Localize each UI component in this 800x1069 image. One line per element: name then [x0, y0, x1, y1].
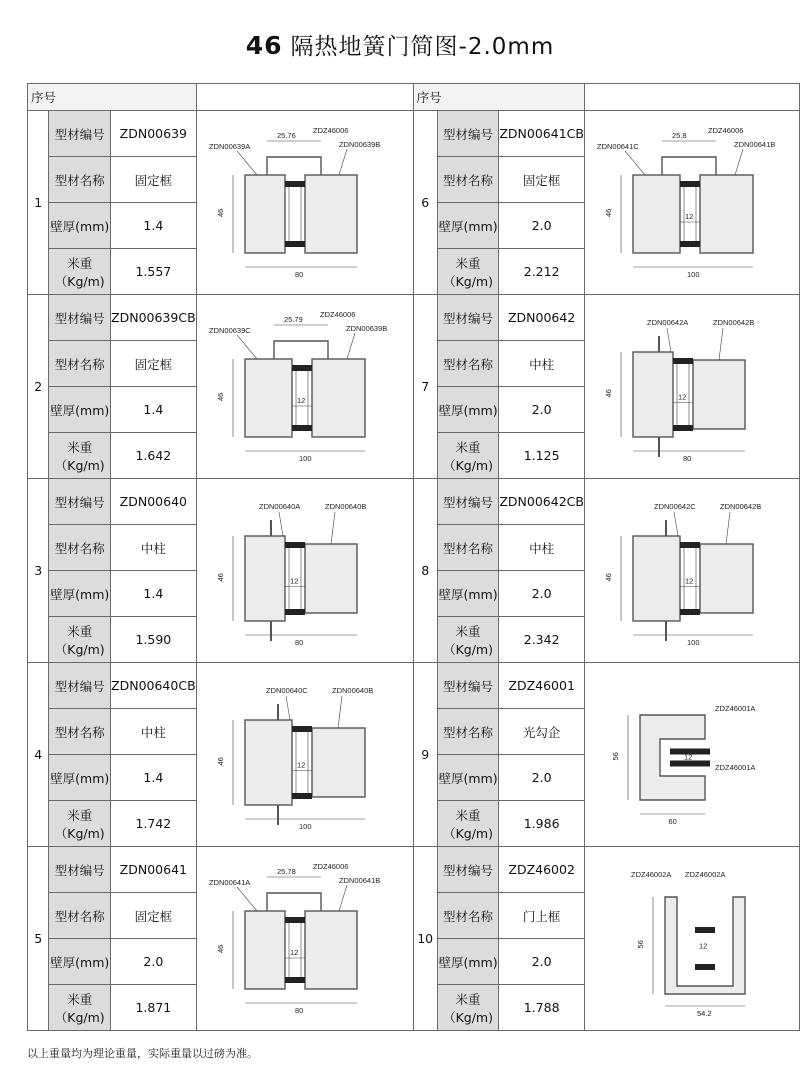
thermal-strip-top: [680, 542, 700, 548]
field-value-weight: 2.212: [499, 249, 585, 295]
field-label: 米重（Kg/m): [49, 249, 111, 295]
dimension-label: 60: [668, 816, 677, 826]
item-number: 2: [28, 295, 49, 479]
field-value-thickness: 2.0: [499, 939, 585, 985]
field-label: 型材名称: [49, 709, 111, 755]
field-label: 型材编号: [49, 847, 111, 893]
dimension-label: 25.76: [276, 130, 296, 140]
field-value-thickness: 2.0: [111, 939, 197, 985]
thermal-strip-bottom: [285, 241, 305, 247]
dimension-label: 100: [298, 453, 312, 463]
part-tag: ZDN00642B: [719, 501, 762, 511]
part-tag: ZDN00641B: [733, 139, 776, 149]
field-value-name: 光勾企: [499, 709, 585, 755]
table-row: [28, 479, 800, 525]
profile-left-chamber: [245, 175, 285, 253]
dimension-label: 54.2: [696, 1008, 712, 1018]
leader-line: [719, 328, 723, 360]
dimension-label: 12: [683, 752, 693, 761]
dimension-label: 12: [289, 576, 298, 585]
part-tag: ZDZ46001A: [714, 703, 756, 713]
field-value-code: ZDZ46001: [499, 663, 585, 709]
dimension-label: 46: [215, 756, 225, 765]
field-label: 米重（Kg/m): [437, 985, 499, 1031]
dimension-label: 46: [215, 392, 225, 401]
leader-line: [286, 696, 290, 720]
dimension-label: 100: [686, 637, 700, 647]
dimension-label: 80: [294, 637, 303, 647]
thermal-strip-top: [292, 726, 312, 732]
thermal-strip-bottom: [673, 425, 693, 431]
leader-line: [237, 887, 257, 911]
leader-line: [347, 333, 355, 359]
part-tag: ZDZ46006: [312, 125, 349, 135]
profile-left-chamber: [245, 720, 292, 805]
field-label: 壁厚(mm): [437, 939, 499, 985]
field-label: 壁厚(mm): [49, 755, 111, 801]
glazing-bead: [274, 341, 328, 359]
field-value-weight: 1.590: [111, 617, 197, 663]
field-value-name: 中柱: [111, 525, 197, 571]
profile-left-chamber: [245, 536, 285, 621]
dimension-label: 25.79: [283, 314, 303, 324]
leader-line: [339, 149, 347, 175]
glazing-bead: [662, 157, 716, 175]
thermal-strip-top: [673, 358, 693, 364]
dimension-label: 25.8: [671, 130, 687, 140]
thermal-strip-bottom: [292, 793, 312, 799]
field-label: 型材名称: [49, 341, 111, 387]
dimension-label: 56: [610, 751, 620, 760]
field-value-weight: 1.788: [499, 985, 585, 1031]
thermal-strip-bottom: [695, 964, 715, 970]
profile-left-chamber: [245, 911, 285, 989]
part-tag: ZDN00639B: [338, 139, 380, 149]
dimension-label: 56: [635, 939, 645, 948]
profile-drawing: [585, 113, 799, 293]
field-label: 米重（Kg/m): [437, 249, 499, 295]
profile-drawing-cell: [196, 479, 413, 663]
profile-drawing-cell: [584, 663, 799, 847]
field-value-thickness: 1.4: [111, 387, 197, 433]
dimension-label: 12: [677, 392, 687, 401]
item-number: 1: [28, 111, 49, 295]
item-number: 10: [413, 847, 437, 1031]
thermal-strip-top: [680, 181, 700, 187]
field-value-thickness: 2.0: [499, 387, 585, 433]
item-number: 6: [413, 111, 437, 295]
dimension-label: 100: [686, 269, 700, 279]
field-label: 米重（Kg/m): [49, 433, 111, 479]
profile-drawing-cell: [196, 111, 413, 295]
part-tag: ZDN00642A: [646, 317, 689, 327]
part-tag: ZDN00642C: [653, 501, 696, 511]
dimension-label: 12: [684, 576, 694, 585]
table-header-row: [28, 84, 800, 111]
part-tag: ZDN00640A: [258, 501, 300, 511]
page-title: [0, 28, 800, 61]
field-value-code: ZDN00640CB: [111, 663, 197, 709]
profile-right-chamber: [305, 544, 357, 613]
field-label: 米重（Kg/m): [49, 801, 111, 847]
dimension-label: 12: [289, 947, 298, 957]
field-value-name: 固定框: [499, 157, 585, 203]
field-label: 米重（Kg/m): [49, 617, 111, 663]
field-label: 壁厚(mm): [49, 571, 111, 617]
profile-drawing: [197, 481, 413, 661]
field-label: 壁厚(mm): [49, 939, 111, 985]
dimension-label: 46: [603, 388, 613, 397]
field-value-weight: 1.557: [111, 249, 197, 295]
field-label: 米重（Kg/m): [49, 985, 111, 1031]
field-label: 米重（Kg/m): [437, 617, 499, 663]
thermal-strip-bottom: [680, 241, 700, 247]
profile-right-chamber: [305, 911, 357, 989]
profile-drawing-cell: [584, 295, 799, 479]
glazing-bead: [267, 893, 321, 911]
field-value-code: ZDN00639: [111, 111, 197, 157]
profile-drawing-cell: [584, 111, 799, 295]
field-label: 型材编号: [49, 479, 111, 525]
field-label: 壁厚(mm): [437, 203, 499, 249]
table-row: [28, 663, 800, 709]
field-label: 型材名称: [437, 341, 499, 387]
field-value-code: ZDN00642CB: [499, 479, 585, 525]
dimension-label: 12: [296, 760, 305, 769]
field-value-code: ZDN00642: [499, 295, 585, 341]
item-number: 8: [413, 479, 437, 663]
thermal-strip-bottom: [292, 425, 312, 431]
leader-line: [625, 151, 645, 175]
header-blank-right: [584, 84, 799, 111]
field-label: 壁厚(mm): [437, 571, 499, 617]
part-tag: ZDN00641C: [596, 141, 639, 151]
profile-right-chamber: [312, 359, 365, 437]
field-value-code: ZDN00639CB: [111, 295, 197, 341]
field-label: 壁厚(mm): [437, 755, 499, 801]
title-text: 隔热地簧门简图-2.0mm: [290, 34, 555, 60]
profile-drawing: [585, 297, 799, 477]
field-value-weight: 1.742: [111, 801, 197, 847]
field-label: 型材名称: [49, 893, 111, 939]
field-value-code: ZDN00641CB: [499, 111, 585, 157]
profile-left-chamber: [633, 352, 673, 437]
field-label: 型材编号: [437, 295, 499, 341]
field-label: 米重（Kg/m): [437, 801, 499, 847]
dimension-label: 46: [215, 208, 225, 217]
part-tag: ZDN00640B: [331, 685, 373, 695]
leader-line: [279, 512, 283, 536]
table-row: [28, 111, 800, 157]
profile-right-chamber: [305, 175, 357, 253]
field-label: 型材名称: [437, 525, 499, 571]
part-tag: ZDN00639A: [208, 141, 250, 151]
hook-profile-body: [640, 715, 705, 800]
field-value-weight: 1.871: [111, 985, 197, 1031]
field-value-name: 固定框: [111, 341, 197, 387]
profile-drawing-cell: [196, 295, 413, 479]
field-value-name: 中柱: [111, 709, 197, 755]
leader-line: [237, 335, 257, 359]
field-label: 型材编号: [437, 479, 499, 525]
profile-right-chamber: [700, 175, 753, 253]
field-value-name: 中柱: [499, 341, 585, 387]
part-tag: ZDZ46002A: [684, 869, 726, 879]
field-label: 型材编号: [49, 295, 111, 341]
dimension-label: 46: [603, 572, 613, 581]
profile-drawing-cell: [584, 847, 799, 1031]
field-label: 型材名称: [49, 525, 111, 571]
profile-drawing-cell: [196, 663, 413, 847]
profile-drawing: [585, 481, 799, 661]
leader-line: [339, 885, 347, 911]
dimension-label: 100: [298, 821, 312, 831]
profile-right-chamber: [700, 544, 753, 613]
profile-left-chamber: [245, 359, 292, 437]
thermal-strip-top: [285, 917, 305, 923]
thermal-strip-top: [292, 365, 312, 371]
part-tag: ZDN00640B: [324, 501, 366, 511]
field-value-name: 门上框: [499, 893, 585, 939]
profile-drawing-cell: [584, 479, 799, 663]
thermal-strip-bottom: [285, 609, 305, 615]
part-tag: ZDN00639C: [208, 325, 251, 335]
field-label: 型材名称: [437, 709, 499, 755]
profile-drawing: [197, 297, 413, 477]
field-value-code: ZDN00641: [111, 847, 197, 893]
profile-spec-table: [27, 83, 800, 1031]
field-label: 壁厚(mm): [49, 387, 111, 433]
field-value-weight: 2.342: [499, 617, 585, 663]
item-number: 7: [413, 295, 437, 479]
field-label: 米重（Kg/m): [437, 433, 499, 479]
profile-drawing: [197, 665, 413, 845]
field-value-thickness: 1.4: [111, 203, 197, 249]
profile-right-chamber: [312, 728, 365, 797]
leader-line: [735, 149, 743, 175]
field-label: 型材编号: [49, 663, 111, 709]
thermal-strip-bottom: [285, 977, 305, 983]
field-value-name: 固定框: [111, 893, 197, 939]
field-value-weight: 1.986: [499, 801, 585, 847]
table-row: [28, 295, 800, 341]
profile-drawing: [585, 665, 799, 845]
field-value-name: 中柱: [499, 525, 585, 571]
glazing-bead: [267, 157, 321, 175]
profile-right-chamber: [693, 360, 745, 429]
leader-line: [331, 512, 335, 544]
field-value-thickness: 2.0: [499, 755, 585, 801]
field-label: 型材名称: [437, 893, 499, 939]
header-blank-left: [196, 84, 413, 111]
field-label: 壁厚(mm): [49, 203, 111, 249]
dimension-label: 12: [684, 211, 694, 221]
part-tag: ZDN00639B: [345, 323, 387, 333]
dimension-label: 25.78: [276, 866, 296, 876]
field-value-thickness: 1.4: [111, 571, 197, 617]
item-number: 4: [28, 663, 49, 847]
item-number: 9: [413, 663, 437, 847]
leader-line: [674, 512, 678, 536]
dimension-label: 80: [294, 269, 303, 279]
thermal-strip-bottom: [680, 609, 700, 615]
part-tag: ZDZ46002A: [630, 869, 672, 879]
seq-header-left: 序号: [28, 84, 197, 111]
dimension-label: 12: [698, 941, 708, 950]
part-tag: ZDN00641B: [338, 875, 380, 885]
title-prefix: 46: [245, 31, 283, 60]
part-tag: ZDN00641A: [208, 877, 250, 887]
item-number: 3: [28, 479, 49, 663]
thermal-strip-top: [285, 181, 305, 187]
leader-line: [338, 696, 342, 728]
profile-drawing: [197, 849, 413, 1029]
dimension-label: 46: [215, 944, 225, 953]
field-value-weight: 1.125: [499, 433, 585, 479]
part-tag: ZDZ46001A: [714, 762, 756, 772]
field-label: 型材编号: [437, 111, 499, 157]
field-value-thickness: 2.0: [499, 571, 585, 617]
weight-note: 以上重量均为理论重量，实际重量以过磅为准。: [27, 1047, 258, 1060]
dimension-label: 46: [215, 572, 225, 581]
dimension-label: 12: [296, 395, 305, 405]
field-label: 型材编号: [49, 111, 111, 157]
dimension-label: 80: [682, 453, 692, 463]
item-number: 5: [28, 847, 49, 1031]
field-value-name: 固定框: [111, 157, 197, 203]
profile-drawing: [585, 849, 799, 1029]
table-row: [28, 847, 800, 893]
dimension-label: 46: [603, 208, 613, 217]
field-label: 型材名称: [49, 157, 111, 203]
field-value-code: ZDZ46002: [499, 847, 585, 893]
field-label: 壁厚(mm): [437, 387, 499, 433]
profile-left-chamber: [633, 175, 680, 253]
dimension-label: 80: [294, 1005, 303, 1015]
field-value-thickness: 2.0: [499, 203, 585, 249]
field-label: 型材编号: [437, 663, 499, 709]
leader-line: [667, 328, 671, 352]
leader-line: [237, 151, 257, 175]
thermal-strip-top: [695, 927, 715, 933]
profile-drawing: [197, 113, 413, 293]
part-tag: ZDZ46006: [319, 309, 356, 319]
part-tag: ZDN00640C: [265, 685, 308, 695]
profile-left-chamber: [633, 536, 680, 621]
field-label: 型材编号: [437, 847, 499, 893]
part-tag: ZDN00642B: [712, 317, 755, 327]
field-label: 型材名称: [437, 157, 499, 203]
field-value-thickness: 1.4: [111, 755, 197, 801]
profile-drawing-cell: [196, 847, 413, 1031]
part-tag: ZDZ46006: [707, 125, 744, 135]
field-value-weight: 1.642: [111, 433, 197, 479]
leader-line: [726, 512, 730, 544]
part-tag: ZDZ46006: [312, 861, 349, 871]
field-value-code: ZDN00640: [111, 479, 197, 525]
thermal-strip-top: [285, 542, 305, 548]
seq-header-right: 序号: [413, 84, 584, 111]
